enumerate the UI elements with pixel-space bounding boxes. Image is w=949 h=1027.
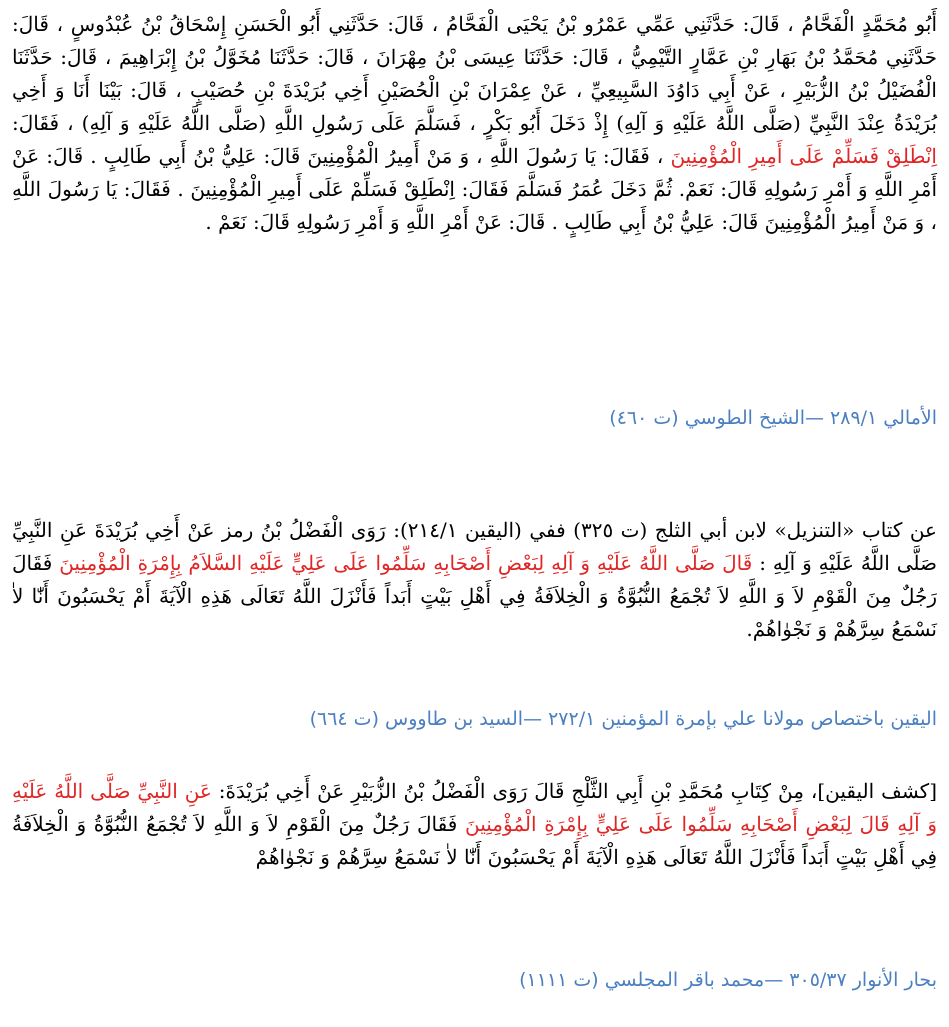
narration-3-highlight: عَنِ النَّبِيِّ صَلَّى اللَّهُ عَلَيْهِ وَ آلِهِ قَالَ لِبَعْضِ أَصْحَابِهِ سَلِّمُوا عَلَى عَلِيٍّ بِإِمْرَةِ الْمُؤْمِنِينَ bbox=[12, 779, 938, 836]
narration-3 bbox=[12, 775, 937, 874]
narration-2-source: اليقين باختصاص مولانا علي بإمرة المؤمنين ٢٧٢/١ —السيد بن طاووس (ت ٦٦٤) bbox=[309, 708, 937, 730]
narration-1-highlight: اِنْطَلِقْ فَسَلِّمْ عَلَى أَمِيرِ الْمُؤْمِنِينَ bbox=[670, 144, 937, 168]
narration-1-body: ، فَقَالَ: يَا رَسُولَ اللَّهِ ، وَ مَنْ أَمِيرُ الْمُؤْمِنِينَ قَالَ: عَلِيُّ بْنُ أَبِي طَالِبٍ . قَالَ: عَنْ أَمْرِ اللَّهِ وَ أَمْرِ رَسُولِهِ قَالَ: نَعَمْ. ثُمَّ دَخَلَ عُمَرُ فَسَلَّمَ فَقَالَ: اِنْطَلِقْ فَسَلِّمْ عَلَى أَمِيرِ الْمُؤْمِنِينَ . فَقَالَ: يَا رَسُولَ اللَّهِ ، وَ مَنْ أَمِيرُ الْمُؤْمِنِينَ قَالَ: عَلِيُّ بْنُ أَبِي طَالِبٍ . قَالَ: عَنْ أَمْرِ اللَّهِ وَ أَمْرِ رَسُولِهِ قَالَ: نَعَمْ . bbox=[12, 144, 937, 234]
narration-1-chain: أَبُو مُحَمَّدٍ الْفَحَّامُ ، قَالَ: حَدَّثَنِي عَمِّي عَمْرُو بْنُ يَحْيَى الْفَحَّامُ ، قَالَ: حَدَّثَنِي أَبُو الْحَسَنِ إِسْحَاقُ بْنُ عُبْدُوسٍ ، قَالَ: حَدَّثَنِي مُحَمَّدُ بْنُ بَهَارِ بْنِ عَمَّارٍ التَّيْمِيُّ ، قَالَ: حَدَّثَنَا عِيسَى بْنُ مِهْرَانَ ، قَالَ: حَدَّثَنَا مُخَوَّلُ بْنُ إِبْرَاهِيمَ ، قَالَ: حَدَّثَنَا الْفُضَيْلُ بْنُ الزُّبَيْرِ ، عَنْ أَبِي دَاوُدَ السَّبِيعِيِّ ، عَنْ عِمْرَانَ بْنِ الْحُصَيْنِ أَخِي بُرَيْدَةَ بْنِ حُصَيْبٍ ، قَالَ: بَيْنَا أَنَا وَ أَخِي بُرَيْدَةُ عِنْدَ النَّبِيِّ (صَلَّى اللَّهُ عَلَيْهِ وَ آلِهِ) إِذْ دَخَلَ أَبُو بَكْرٍ ، فَسَلَّمَ عَلَى رَسُولِ اللَّهِ (صَلَّى اللَّهُ عَلَيْهِ وَ آلِهِ) ، فَقَالَ: bbox=[12, 12, 937, 135]
narration-3-source: بحار الأنوار ٣٠٥/٣٧ —محمد باقر المجلسي (ت ١١١١) bbox=[519, 969, 937, 991]
narration-3-body: فَقَالَ رَجُلٌ مِنَ الْقَوْمِ لاَ وَ اللَّهِ لاَ تُجْمَعُ النُّبُوَّةُ وَ الْخِلاَفَةُ فِي أَهْلِ بَيْتٍ أَبَداً فَأَنْزَلَ اللَّهُ تَعَالَى هَذِهِ الْآيَةَ أَمْ يَحْسَبُونَ أَنّٰا لاٰ نَسْمَعُ سِرَّهُمْ وَ نَجْوٰاهُمْ bbox=[12, 812, 937, 869]
narration-1-source: الأمالي ٢٨٩/١ —الشيخ الطوسي (ت ٤٦٠) bbox=[609, 407, 937, 429]
narration-2-highlight: قَالَ صَلَّى اللَّهُ عَلَيْهِ وَ آلِهِ لِبَعْضِ أَصْحَابِهِ سَلِّمُوا عَلَى عَلِيٍّ عَلَيْهِ السَّلاَمُ بِإِمْرَةِ الْمُؤْمِنِينَ bbox=[59, 551, 753, 575]
narration-3-intro: [كشف اليقين]، مِنْ كِتَابِ مُحَمَّدِ بْنِ أَبِي الثَّلْجِ قَالَ رَوَى الْفَضْلُ بْنُ الزُّبَيْرِ عَنْ أَخِي بُرَيْدَةَ: bbox=[211, 779, 938, 803]
narration-2-body: فَقَالَ رَجُلٌ مِنَ الْقَوْمِ لاَ وَ اللَّهِ لاَ تُجْمَعُ النُّبُوَّةُ وَ الْخِلاَفَةُ فِي أَهْلِ بَيْتٍ أَبَداً فَأَنْزَلَ اللَّهُ تَعَالَى هَذِهِ الْآيَةَ أَمْ يَحْسَبُونَ أَنّٰا لاٰ نَسْمَعُ سِرَّهُمْ وَ نَجْوٰاهُمْ. bbox=[12, 551, 937, 641]
narration-1 bbox=[12, 8, 937, 239]
narration-2 bbox=[12, 514, 937, 646]
narration-2-intro: عن كتاب «التنزيل» لابن أبي الثلج (ت ٣٢٥) ففي (اليقين ٢١٤/١): رَوَى الْفَضْلُ بْنُ رمز عَنْ أَخِي بُرَيْدَةَ عَنِ النَّبِيِّ صَلَّى اللَّهُ عَلَيْهِ وَ آلِهِ : bbox=[12, 518, 937, 575]
